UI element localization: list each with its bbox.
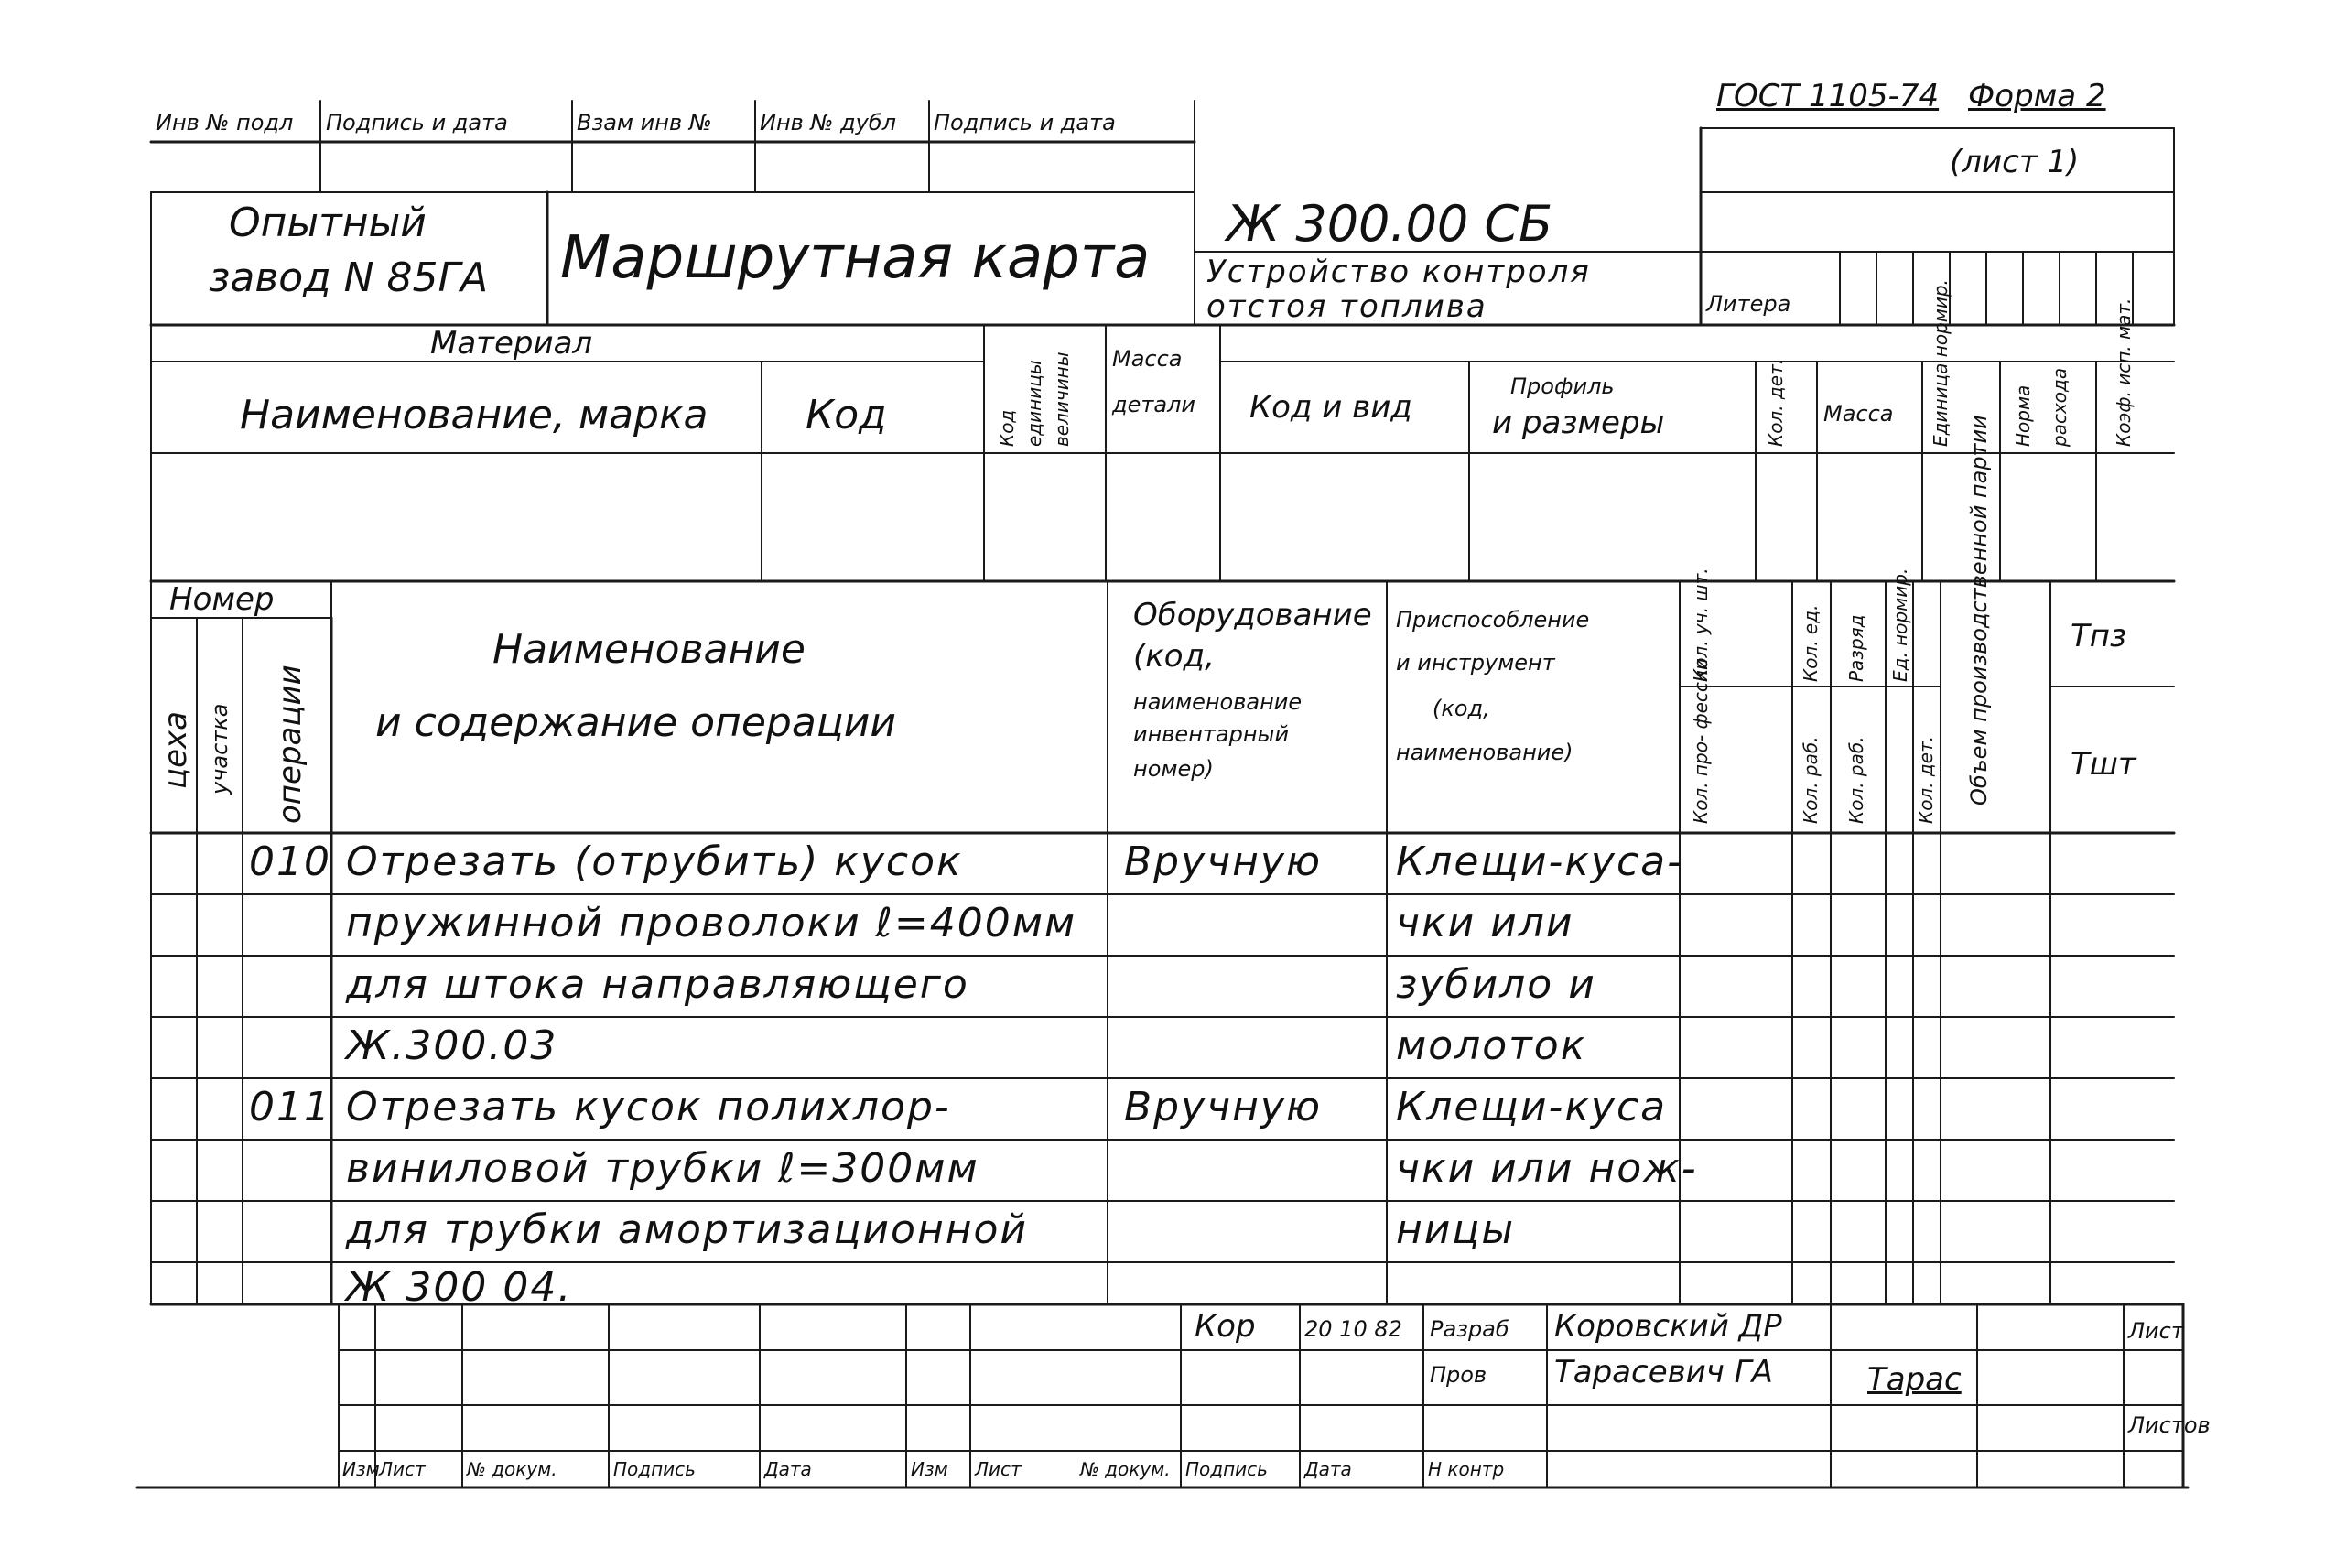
label-norm-control: Н контр bbox=[1428, 1458, 1505, 1480]
blank-profile-label-1: Профиль bbox=[1510, 373, 1615, 399]
operation-name-header-2: и содержание операции bbox=[375, 699, 896, 746]
change-label-8: № докум. bbox=[1080, 1458, 1171, 1480]
op-text-5: Отрезать кусок полихлор- bbox=[346, 1084, 951, 1130]
blank-mass-label: Масса bbox=[1823, 401, 1894, 427]
op-num-5: 011 bbox=[249, 1084, 331, 1130]
blank-code-type-label: Код и вид bbox=[1249, 389, 1412, 426]
shop-column-label: цеха bbox=[157, 710, 194, 789]
blank-profile-label-2: и размеры bbox=[1492, 405, 1665, 441]
checker-signature: Тарас bbox=[1867, 1361, 1962, 1398]
organization-line-1: Опытный bbox=[229, 200, 427, 246]
equipment-header-3: наименование bbox=[1133, 689, 1303, 715]
sheet-number: (лист 1) bbox=[1950, 144, 2080, 180]
section-column-label: участка bbox=[207, 703, 232, 795]
change-label-5: Дата bbox=[764, 1458, 812, 1480]
equipment-header-5: номер) bbox=[1133, 756, 1214, 782]
tooling-header-1: Приспособление bbox=[1396, 607, 1590, 633]
op-text-8: Ж 300 04. bbox=[346, 1264, 573, 1311]
strip-label-signature-date: Подпись и дата bbox=[326, 110, 508, 135]
product-name-line-1: Устройство контроля bbox=[1206, 254, 1591, 290]
op-tool-5: Клещи-куса bbox=[1396, 1084, 1668, 1130]
change-label-2: Лист bbox=[379, 1458, 426, 1480]
change-label-4: Подпись bbox=[613, 1458, 696, 1480]
equipment-header-2: (код, bbox=[1133, 638, 1215, 675]
operation-name-header-1: Наименование bbox=[492, 626, 806, 673]
count-header-1: Кол. уч. шт. bbox=[1690, 568, 1712, 682]
op-equip-5: Вручную bbox=[1124, 1084, 1322, 1130]
developed-label: Разраб bbox=[1430, 1316, 1509, 1342]
stamp-date: 20 10 82 bbox=[1304, 1316, 1402, 1342]
op-text-1: Отрезать (отрубить) кусок bbox=[346, 838, 963, 885]
op-tool-6: чки или нож- bbox=[1396, 1145, 1698, 1192]
op-tool-1: Клещи-куса- bbox=[1396, 838, 1683, 885]
organization-line-2: завод N 85ГА bbox=[209, 254, 489, 301]
form-number: Форма 2 bbox=[1968, 78, 2106, 114]
label-date: Дата bbox=[1304, 1458, 1352, 1480]
checker-name: Тарасевич ГА bbox=[1554, 1354, 1773, 1390]
op-text-6: виниловой трубки ℓ=300мм bbox=[346, 1145, 979, 1192]
batch-size-header: Объем производственной партии bbox=[1966, 415, 1992, 806]
op-text-2: пружинной проволоки ℓ=400мм bbox=[346, 900, 1077, 946]
equipment-header-1: Оборудование bbox=[1133, 597, 1372, 633]
change-label-6: Изм bbox=[911, 1458, 948, 1480]
piece-time-header: Тшт bbox=[2071, 746, 2136, 783]
standard-ref: ГОСТ 1105-74 bbox=[1716, 78, 1940, 114]
document-designation: Ж 300.00 СБ bbox=[1227, 195, 1553, 253]
tooling-header-4: наименование) bbox=[1396, 740, 1573, 765]
unit-norm-header-2: Кол. дет. bbox=[1915, 735, 1937, 824]
unit-norm-header-1: Ед. нормир. bbox=[1889, 568, 1911, 682]
checked-label: Пров bbox=[1430, 1362, 1487, 1388]
op-equip-1: Вручную bbox=[1124, 838, 1322, 885]
strip-label-dup-inv: Инв № дубл bbox=[760, 110, 896, 135]
change-label-3: № докум. bbox=[467, 1458, 557, 1480]
change-label-7: Лист bbox=[975, 1458, 1022, 1480]
tooling-header-3: (код, bbox=[1433, 696, 1490, 721]
unit-code-label: Код bbox=[996, 409, 1018, 447]
material-section-label: Материал bbox=[430, 325, 593, 362]
op-tool-3: зубило и bbox=[1396, 961, 1596, 1008]
product-name-line-2: отстоя топлива bbox=[1206, 288, 1487, 325]
material-use-coefficient-label: Коэф. исп. мат. bbox=[2113, 297, 2135, 447]
equipment-header-4: инвентарный bbox=[1133, 721, 1290, 747]
sheet-label: Лист bbox=[2128, 1318, 2184, 1344]
conditions-header-2: Кол. раб. bbox=[1845, 736, 1867, 824]
strip-label-inv-no: Инв № подл bbox=[156, 110, 294, 135]
part-mass-label-1: Масса bbox=[1112, 346, 1183, 372]
op-tool-7: ницы bbox=[1396, 1206, 1516, 1253]
part-mass-label-2: детали bbox=[1112, 392, 1195, 417]
unit-code-label-2: единицы bbox=[1023, 360, 1045, 447]
material-name-label: Наименование, марка bbox=[240, 392, 708, 438]
operation-column-label: операции bbox=[272, 665, 308, 824]
material-code-label: Код bbox=[806, 392, 887, 438]
op-text-4: Ж.300.03 bbox=[346, 1022, 558, 1069]
litera-label: Литера bbox=[1706, 291, 1791, 317]
setup-time-header: Тпз bbox=[2071, 618, 2127, 654]
profession-header: Кол. про- фессии bbox=[1690, 658, 1712, 824]
op-text-7: для трубки амортизационной bbox=[346, 1206, 1028, 1253]
tooling-header-2: и инструмент bbox=[1396, 650, 1555, 676]
op-text-3: для штока направляющего bbox=[346, 961, 969, 1008]
category-header-2: Кол. раб. bbox=[1800, 736, 1822, 824]
change-label-1: Изм bbox=[342, 1458, 380, 1480]
corrector-label: Кор bbox=[1195, 1308, 1256, 1345]
document-title: Маршрутная карта bbox=[560, 224, 1151, 292]
blank-qty-label: Кол. дет. bbox=[1765, 358, 1787, 447]
number-group-label: Номер bbox=[169, 581, 275, 618]
developer-name: Коровский ДР bbox=[1554, 1308, 1782, 1345]
sheets-label: Листов bbox=[2128, 1412, 2211, 1438]
strip-label-replaced-inv: Взам инв № bbox=[577, 110, 712, 135]
norm-unit-label: Единица нормир. bbox=[1930, 279, 1952, 447]
op-tool-4: молоток bbox=[1396, 1022, 1587, 1069]
op-num-1: 010 bbox=[249, 838, 331, 885]
unit-code-label-3: величины bbox=[1051, 351, 1073, 447]
conditions-header-1: Разряд bbox=[1845, 614, 1867, 682]
strip-label-signature-date-2: Подпись и дата bbox=[934, 110, 1116, 135]
category-header-1: Кол. ед. bbox=[1800, 604, 1822, 682]
change-label-9: Подпись bbox=[1185, 1458, 1268, 1480]
rate-label-1: Норма bbox=[2012, 384, 2034, 447]
op-tool-2: чки или bbox=[1396, 900, 1574, 946]
rate-label-2: расхода bbox=[2049, 367, 2071, 447]
